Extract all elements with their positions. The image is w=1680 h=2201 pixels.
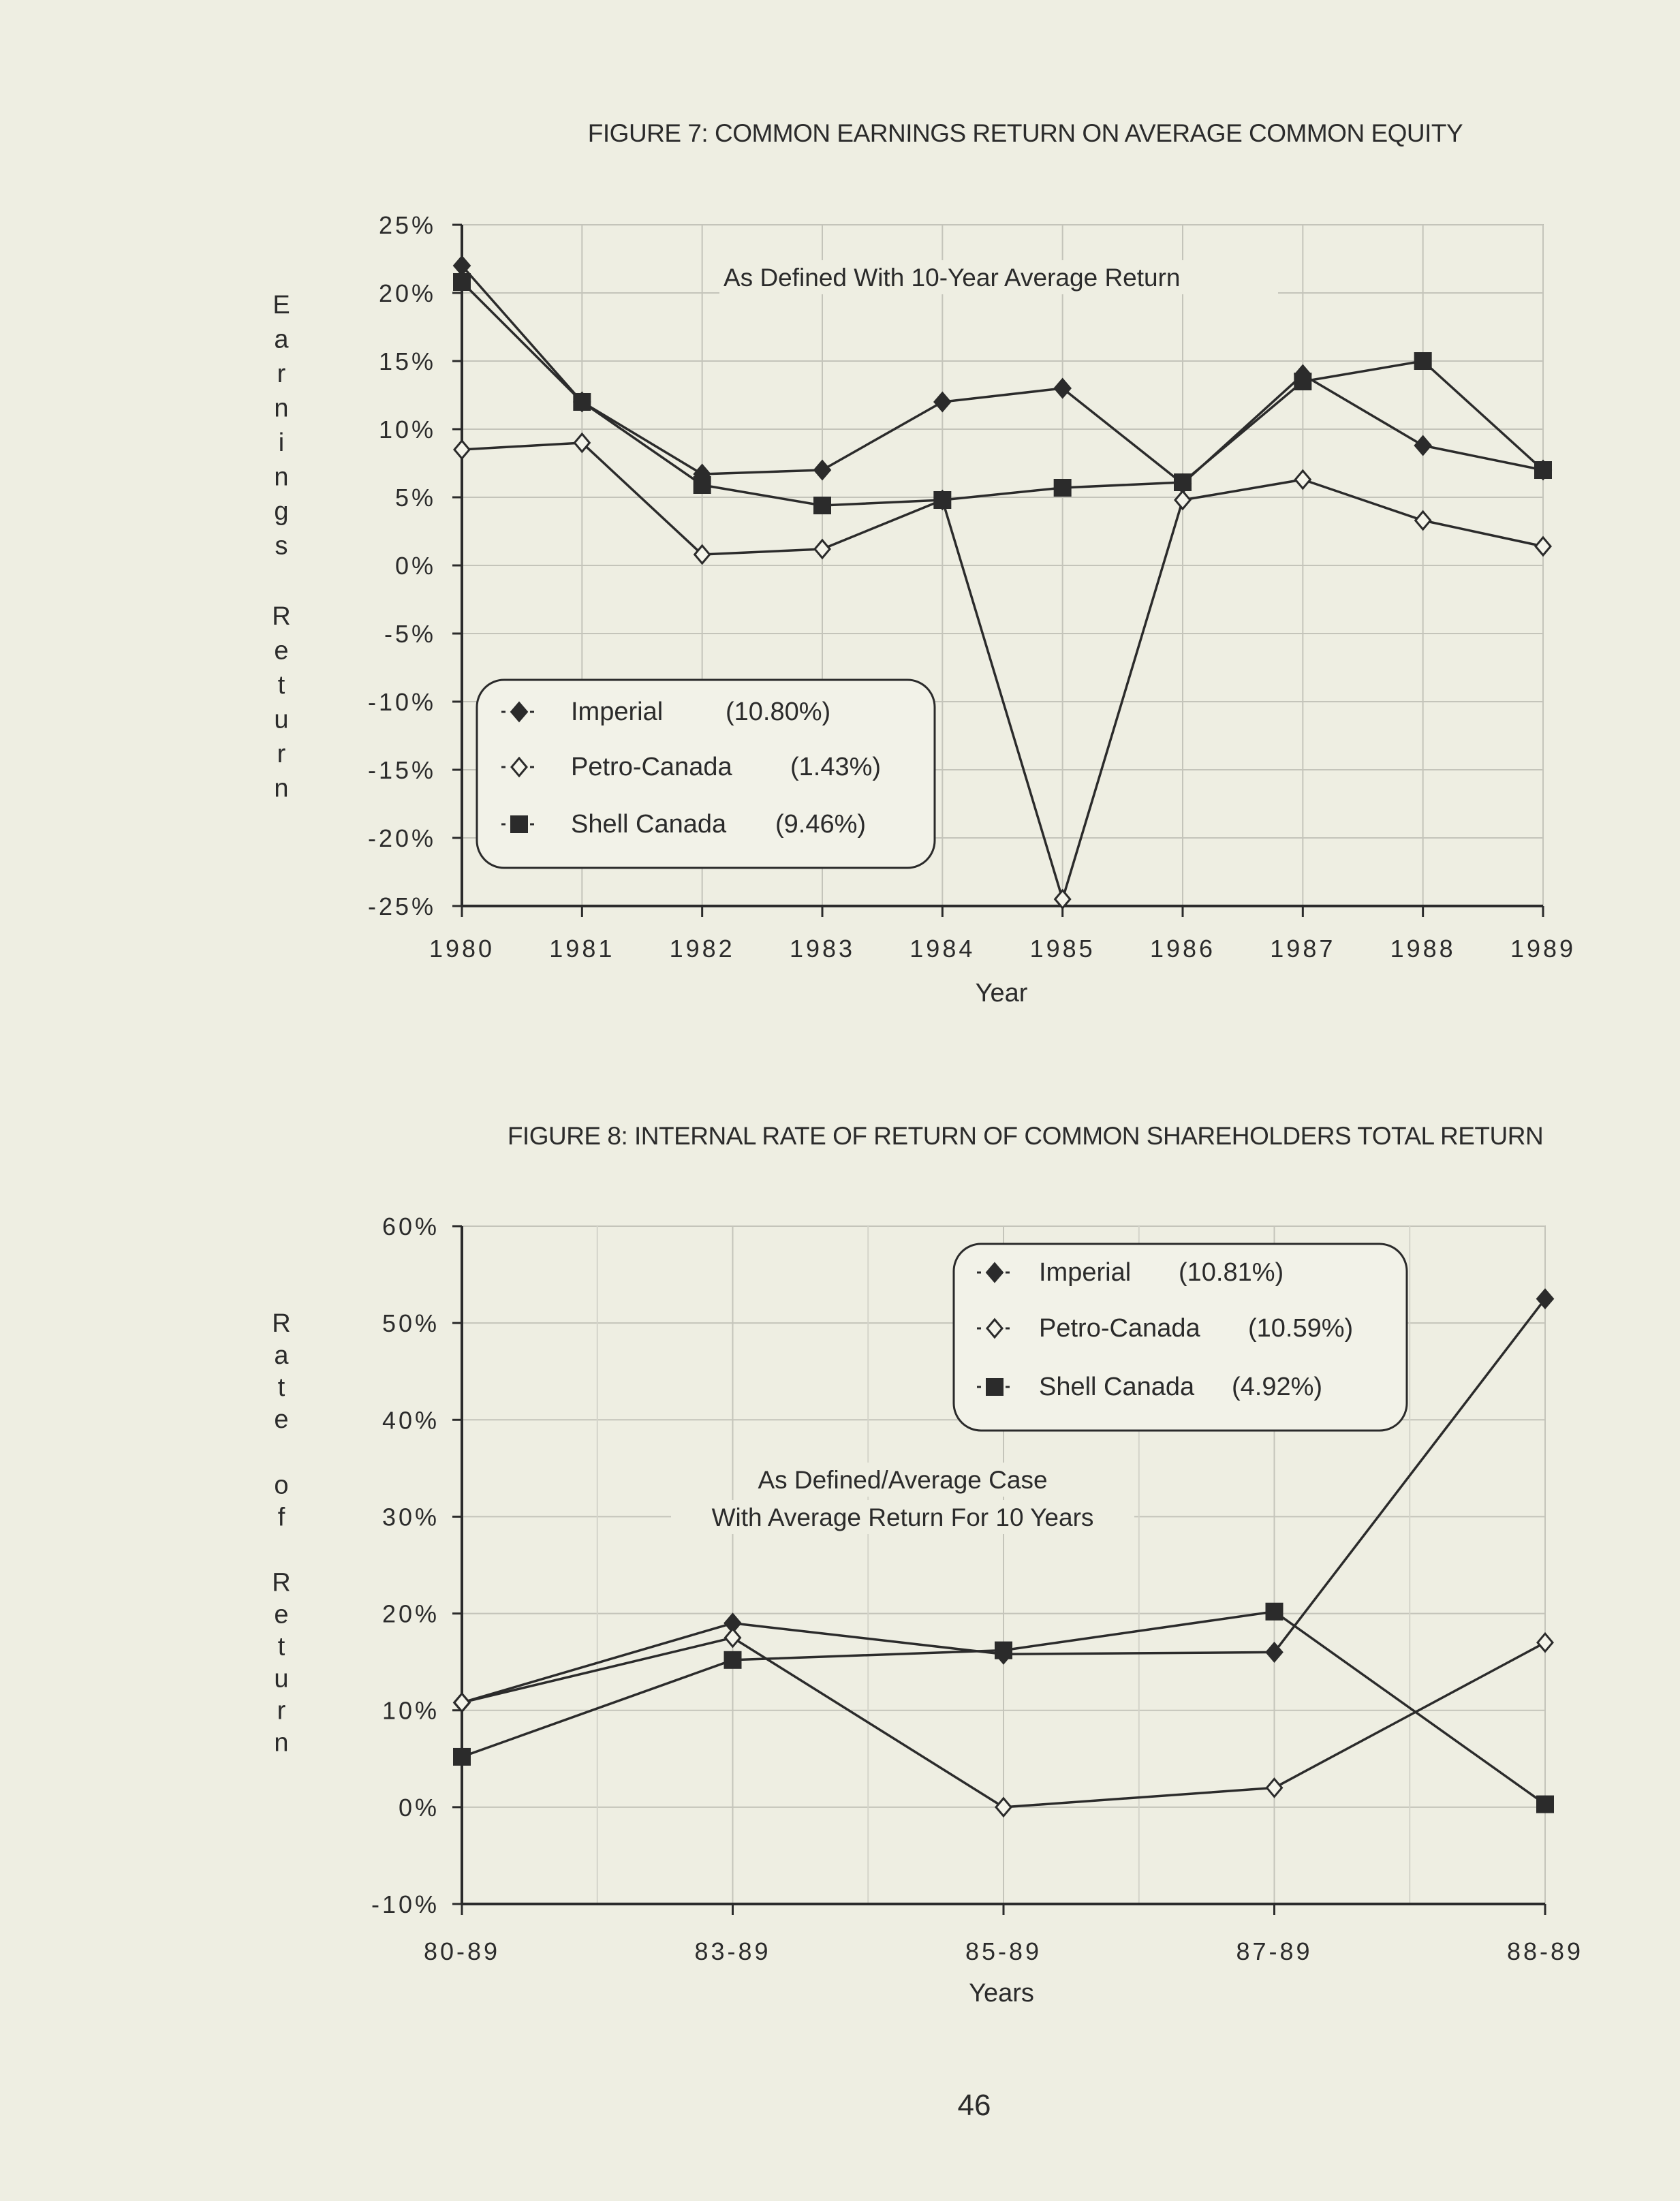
- y-axis-label-char: n: [274, 1728, 289, 1758]
- series-line: [462, 282, 1543, 505]
- data-point: [1055, 379, 1071, 398]
- y-tick-label: -10%: [367, 688, 436, 716]
- legend-marker: [510, 815, 528, 833]
- data-point: [726, 1629, 741, 1646]
- y-axis-label-char: e: [274, 1405, 289, 1434]
- y-tick-label: -20%: [367, 824, 436, 852]
- x-tick-label: 1980: [429, 935, 495, 963]
- y-tick-label: 15%: [378, 347, 436, 375]
- data-point: [1294, 373, 1311, 390]
- y-tick-label: 0%: [398, 1793, 439, 1822]
- x-tick-label: 1988: [1390, 935, 1456, 963]
- y-tick-label: -10%: [371, 1890, 439, 1918]
- y-tick-label: 60%: [382, 1213, 439, 1240]
- y-axis-label-char: s: [275, 531, 288, 561]
- data-point: [814, 461, 830, 480]
- data-point: [934, 392, 950, 411]
- y-axis-label-char: R: [272, 602, 291, 631]
- y-tick-label: -5%: [384, 620, 436, 648]
- legend-value: (1.43%): [790, 753, 882, 781]
- x-tick-label: 80-89: [423, 1937, 501, 1965]
- data-point: [724, 1651, 742, 1669]
- y-tick-label: 20%: [378, 279, 436, 307]
- y-tick-label: 5%: [394, 484, 436, 512]
- legend-value: (10.59%): [1248, 1314, 1354, 1343]
- figure-7: [272, 119, 1576, 1008]
- series-line: [462, 266, 1543, 484]
- y-axis-label-char: a: [274, 1341, 289, 1370]
- data-point: [1536, 1796, 1554, 1813]
- y-axis-label-char: n: [274, 774, 289, 803]
- y-axis-label-char: e: [274, 1600, 289, 1629]
- y-axis-label: [272, 1309, 290, 1758]
- data-point: [1266, 1603, 1284, 1621]
- y-axis-label: [272, 291, 290, 803]
- figure-title: FIGURE 7: COMMON EARNINGS RETURN ON AVERAGE COMMON EQUITY: [587, 119, 1463, 147]
- y-axis-label-char: f: [277, 1503, 285, 1532]
- data-point: [1536, 537, 1551, 555]
- data-point: [995, 1642, 1012, 1659]
- y-tick-label: 50%: [382, 1309, 439, 1338]
- annotation-text: As Defined With 10-Year Average Return: [724, 264, 1181, 292]
- data-point: [1416, 512, 1431, 529]
- y-axis-label-char: o: [274, 1471, 289, 1500]
- x-tick-label: 1989: [1510, 935, 1576, 963]
- y-axis-label-char: R: [272, 1309, 291, 1338]
- y-axis-label-char: i: [278, 428, 285, 457]
- y-axis-label-char: a: [274, 325, 289, 354]
- legend-label: Shell Canada: [1039, 1373, 1195, 1401]
- data-point: [1054, 479, 1072, 497]
- y-axis-label-char: u: [274, 1664, 289, 1693]
- legend-label: Shell Canada: [571, 810, 727, 839]
- y-tick-label: 40%: [382, 1406, 439, 1435]
- data-point: [996, 1798, 1011, 1816]
- y-axis-label-char: g: [274, 497, 289, 526]
- legend-label: Imperial: [1039, 1258, 1132, 1287]
- y-tick-label: 20%: [382, 1599, 439, 1628]
- data-point: [453, 1748, 471, 1766]
- data-point: [1414, 352, 1432, 370]
- data-point: [1267, 1779, 1282, 1796]
- y-tick-label: 10%: [378, 416, 436, 443]
- x-tick-label: 1983: [789, 935, 856, 963]
- data-point: [454, 1693, 469, 1711]
- y-tick-label: 25%: [378, 211, 436, 239]
- x-tick-label: 88-89: [1506, 1937, 1584, 1965]
- data-point: [813, 497, 831, 514]
- annotation-text: As Defined/Average Case: [758, 1466, 1048, 1494]
- y-axis-label-char: R: [272, 1568, 291, 1597]
- data-point: [1534, 461, 1552, 479]
- data-point: [815, 540, 830, 558]
- legend-value: (10.80%): [726, 698, 831, 726]
- y-axis-label-char: u: [274, 705, 289, 734]
- data-point: [1175, 491, 1190, 509]
- x-tick-label: 85-89: [965, 1937, 1042, 1965]
- y-axis-label-char: t: [277, 1373, 285, 1402]
- data-point: [933, 491, 951, 509]
- data-point: [1174, 473, 1192, 491]
- data-point: [454, 441, 469, 458]
- page-number: 46: [957, 2089, 991, 2122]
- y-axis-label-char: r: [277, 740, 286, 769]
- x-tick-label: 1984: [909, 935, 976, 963]
- y-tick-label: -25%: [367, 892, 436, 920]
- y-axis-label-char: r: [277, 360, 286, 388]
- x-tick-label: 1985: [1029, 935, 1095, 963]
- legend-value: (9.46%): [775, 810, 867, 839]
- series-shell-canada: [453, 273, 1552, 514]
- y-axis-label-char: n: [274, 463, 289, 492]
- data-point: [1415, 436, 1431, 455]
- x-axis-label: Years: [969, 1979, 1034, 2008]
- data-point: [1295, 471, 1310, 488]
- y-axis-label-char: t: [277, 671, 285, 700]
- legend-label: Petro-Canada: [571, 753, 732, 781]
- y-axis-label-char: n: [274, 394, 289, 423]
- y-tick-label: 10%: [382, 1696, 439, 1725]
- legend-value: (10.81%): [1179, 1258, 1284, 1287]
- data-point: [694, 476, 711, 494]
- y-axis-label-char: e: [274, 636, 289, 666]
- legend: [477, 680, 935, 868]
- y-axis-label-char: r: [277, 1696, 286, 1726]
- y-axis-label-char: E: [273, 291, 290, 319]
- legend: [954, 1244, 1407, 1431]
- legend-label: Petro-Canada: [1039, 1314, 1200, 1343]
- x-tick-label: 83-89: [694, 1937, 771, 1965]
- y-tick-label: 30%: [382, 1503, 439, 1531]
- data-point: [1538, 1634, 1553, 1651]
- legend-value: (4.92%): [1232, 1373, 1323, 1401]
- x-tick-label: 1981: [549, 935, 615, 963]
- y-tick-label: 0%: [394, 552, 436, 580]
- x-tick-label: 1986: [1149, 935, 1216, 963]
- figure-8: [272, 1122, 1583, 2008]
- x-axis-label: Year: [975, 979, 1028, 1008]
- data-point: [453, 273, 471, 291]
- annotation-text: With Average Return For 10 Years: [711, 1503, 1094, 1531]
- legend-label: Imperial: [571, 698, 664, 726]
- x-tick-label: 87-89: [1236, 1937, 1313, 1965]
- x-tick-label: 1982: [669, 935, 735, 963]
- figure-title: FIGURE 8: INTERNAL RATE OF RETURN OF COMMON SHAREHOLDERS TOTAL RETURN: [507, 1122, 1544, 1150]
- data-point: [573, 393, 591, 411]
- y-tick-label: -15%: [367, 756, 436, 784]
- y-axis-label-char: t: [277, 1632, 285, 1661]
- x-tick-label: 1987: [1270, 935, 1336, 963]
- legend-marker: [986, 1378, 1004, 1396]
